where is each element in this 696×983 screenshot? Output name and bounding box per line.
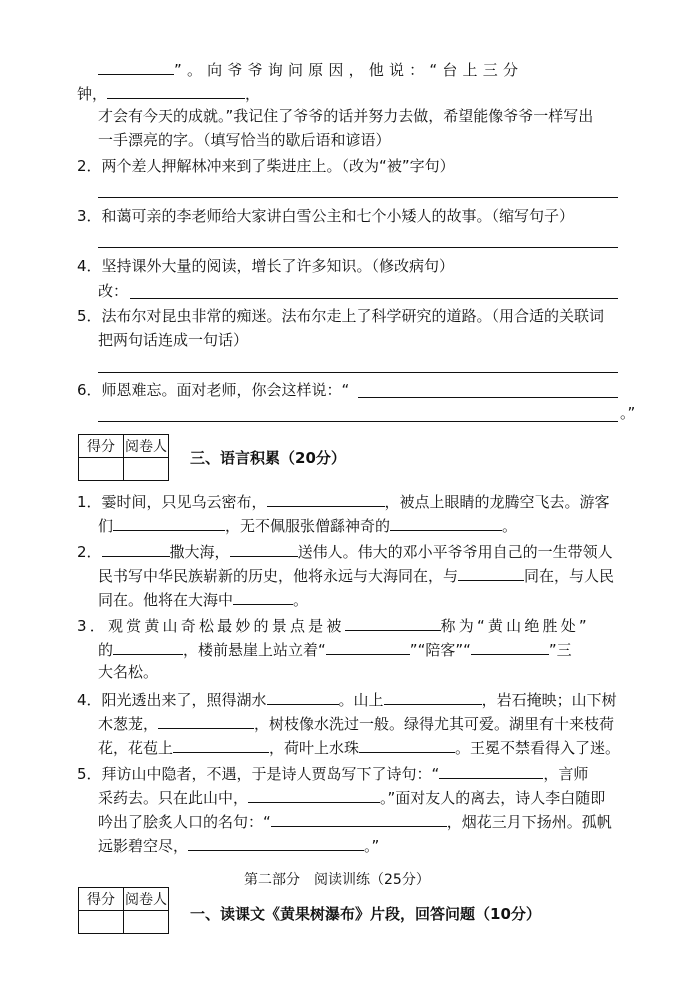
score-table-2 bbox=[78, 887, 169, 934]
text: ，楼前悬崖上站立着“ bbox=[183, 641, 326, 659]
text: 。 bbox=[293, 591, 309, 609]
s3q2-line2 bbox=[98, 564, 614, 586]
text: 们 bbox=[98, 517, 114, 535]
text: 4．阳光透出来了，照得湖水 bbox=[77, 691, 267, 709]
score-table bbox=[78, 434, 169, 481]
q5-prompt-line1: 5．法布尔对昆虫非常的痴迷。法布尔走上了科学研究的道路。（用合适的关联词 bbox=[77, 307, 605, 325]
text: ”三 bbox=[548, 641, 572, 659]
text: ，烟花三月下扬州。孤帆 bbox=[446, 813, 612, 831]
q4-correction-label: 改： bbox=[98, 282, 129, 300]
q1-line1 bbox=[98, 58, 523, 80]
q6-prompt: 6．师恩难忘。面对老师，你会这样说：“ bbox=[77, 381, 350, 399]
answer-blank[interactable] bbox=[267, 688, 339, 705]
answer-blank[interactable] bbox=[439, 762, 543, 779]
text: 2． bbox=[77, 543, 102, 561]
text: ，被点上眼睛的龙腾空飞去。游客 bbox=[384, 493, 610, 511]
s3q2-line1 bbox=[77, 540, 613, 562]
text: 采药去。只在此山中， bbox=[98, 789, 249, 807]
q5-prompt-line2: 把两句话连成一句话） bbox=[98, 331, 249, 349]
grader-label: 阅卷人 bbox=[124, 435, 169, 458]
score-cell[interactable] bbox=[79, 458, 124, 481]
answer-blank[interactable] bbox=[230, 540, 298, 557]
answer-blank[interactable] bbox=[98, 58, 174, 75]
text: 木葱茏， bbox=[98, 715, 159, 733]
text: ，言师 bbox=[543, 765, 589, 783]
score-cell[interactable] bbox=[79, 911, 124, 934]
text: 。”面对友人的离去，诗人李白随即 bbox=[380, 789, 606, 807]
text: ，荷叶上水珠 bbox=[269, 739, 360, 757]
text: 远影碧空尽， bbox=[98, 837, 189, 855]
text: 吟出了脍炙人口的名句：“ bbox=[98, 813, 271, 831]
s3q3-line2 bbox=[98, 638, 572, 660]
s3q1-line2 bbox=[98, 514, 517, 536]
answer-blank[interactable] bbox=[271, 810, 447, 827]
answer-blank[interactable] bbox=[233, 588, 293, 605]
text: 。山上 bbox=[338, 691, 384, 709]
s3q2-line3 bbox=[98, 588, 308, 610]
answer-blank[interactable] bbox=[384, 688, 482, 705]
s3q4-line1 bbox=[77, 688, 617, 710]
s3q5-line3 bbox=[98, 810, 612, 832]
answer-blank[interactable] bbox=[359, 736, 455, 753]
text: ”“陪客”“ bbox=[409, 641, 471, 659]
answer-blank[interactable] bbox=[458, 564, 524, 581]
answer-blank[interactable] bbox=[158, 712, 254, 729]
text: 。” bbox=[364, 837, 380, 855]
s3q4-line3 bbox=[98, 736, 620, 758]
answer-blank[interactable] bbox=[113, 514, 225, 531]
text: ，树枝像水洗过一般。绿得尤其可爱。湖里有十来枝荷 bbox=[254, 715, 615, 733]
q3-answer-line[interactable] bbox=[98, 247, 618, 248]
s3q4-line2 bbox=[98, 712, 614, 734]
q1-line3: 才会有今天的成就。”我记住了爷爷的话并努力去做，希望能像爷爷一样写出 bbox=[98, 107, 594, 125]
grader-cell[interactable] bbox=[124, 911, 169, 934]
answer-blank[interactable] bbox=[248, 786, 380, 803]
s3q3-line1 bbox=[77, 614, 590, 636]
answer-blank[interactable] bbox=[113, 638, 183, 655]
text: 同在。他将在大海中 bbox=[98, 591, 234, 609]
text: 花，花苞上 bbox=[98, 739, 174, 757]
s3q5-line4 bbox=[98, 834, 379, 856]
s3q5-line2 bbox=[98, 786, 605, 808]
answer-blank[interactable] bbox=[173, 736, 269, 753]
text: 5．拜访山中隐者，不遇，于是诗人贾岛写下了诗句：“ bbox=[77, 765, 440, 783]
q1-line2-comma: ， bbox=[245, 85, 261, 103]
q2-prompt: 2．两个差人押解林冲来到了柴进庄上。（改为“被”字句） bbox=[77, 157, 455, 175]
text: 。 bbox=[502, 517, 518, 535]
answer-blank[interactable] bbox=[107, 82, 245, 99]
s3q1-line1 bbox=[77, 490, 610, 512]
text: ，无不佩服张僧繇神奇的 bbox=[225, 517, 391, 535]
answer-blank[interactable] bbox=[345, 614, 441, 631]
answer-blank[interactable] bbox=[102, 540, 170, 557]
q2-answer-line[interactable] bbox=[98, 197, 618, 198]
s3q5-line1 bbox=[77, 762, 588, 784]
q6-answer-line1[interactable] bbox=[358, 397, 618, 398]
answer-blank[interactable] bbox=[326, 638, 410, 655]
text: ，岩石掩映；山下树 bbox=[481, 691, 617, 709]
text: 送伟人。伟大的邓小平爷爷用自己的一生带领人 bbox=[297, 543, 613, 561]
text: 撒大海， bbox=[169, 543, 230, 561]
q4-answer-line[interactable] bbox=[130, 298, 618, 299]
answer-blank[interactable] bbox=[267, 490, 385, 507]
text: 的 bbox=[98, 641, 114, 659]
section3-title: 三、语言积累（20分） bbox=[190, 449, 346, 467]
part2-section1-title: 一、读课文《黄果树瀑布》片段，回答问题（10分） bbox=[190, 905, 541, 923]
answer-blank[interactable] bbox=[188, 834, 364, 851]
part2-title: 第二部分 阅读训练（25分） bbox=[244, 872, 430, 888]
q6-end-quote: 。” bbox=[620, 404, 636, 422]
score-label: 得分 bbox=[79, 888, 124, 911]
q3-prompt: 3．和蔼可亲的李老师给大家讲白雪公主和七个小矮人的故事。（缩写句子） bbox=[77, 207, 575, 225]
s3q3-line3: 大名松。 bbox=[98, 663, 159, 681]
text: 。王冕不禁看得入了迷。 bbox=[455, 739, 621, 757]
q1-line2 bbox=[77, 82, 260, 104]
text: 同在，与人民 bbox=[524, 567, 615, 585]
q4-prompt: 4．坚持课外大量的阅读，增长了许多知识。（修改病句） bbox=[77, 257, 455, 275]
q5-answer-line[interactable] bbox=[98, 372, 618, 373]
answer-blank[interactable] bbox=[471, 638, 549, 655]
text: 3．观赏黄山奇松最妙的景点是被 bbox=[77, 617, 345, 635]
q1-line2-text: 钟， bbox=[77, 85, 108, 103]
text: 称为“黄山绝胜处” bbox=[440, 617, 590, 635]
q1-line4: 一手漂亮的字。（填写恰当的歇后语和谚语） bbox=[98, 131, 391, 149]
text: 民书写中华民族崭新的历史，他将永远与大海同在，与 bbox=[98, 567, 459, 585]
grader-cell[interactable] bbox=[124, 458, 169, 481]
q6-answer-line2[interactable] bbox=[98, 421, 618, 422]
q1-line1-text: ”。向爷爷询问原因，他说：“台上三分 bbox=[174, 61, 524, 79]
grader-label: 阅卷人 bbox=[124, 888, 169, 911]
text: 1．霎时间，只见乌云密布， bbox=[77, 493, 267, 511]
answer-blank[interactable] bbox=[390, 514, 502, 531]
score-label: 得分 bbox=[79, 435, 124, 458]
